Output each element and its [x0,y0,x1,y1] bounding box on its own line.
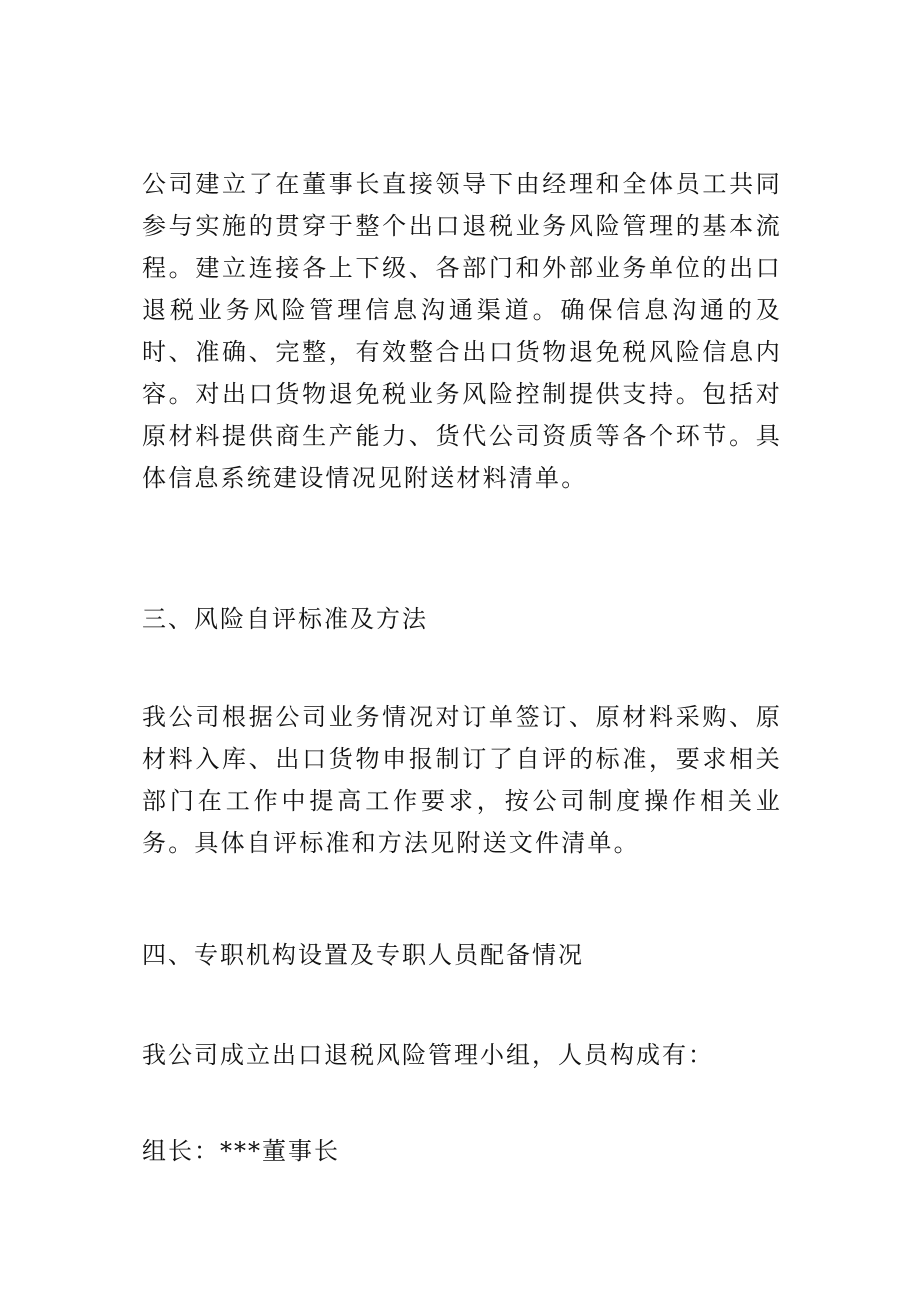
section-heading-risk-self-assessment: 三、风险自评标准及方法 [142,605,428,633]
paragraph-self-assessment: 我公司根据公司业务情况对订单签订、原材料采购、原材料入库、出口货物申报制订了自评的标准，要求相关部门在工作中提高工作要求，按公司制度操作相关业务。具体自评标准和方法见附送文件清单。 [142,703,782,857]
group-leader-line: 组长：***董事长 [142,1137,340,1165]
section-heading-dedicated-staff: 四、专职机构设置及专职人员配备情况 [142,941,584,969]
paragraph-info-system: 公司建立了在董事长直接领导下由经理和全体员工共同参与实施的贯穿于整个出口退税业务风险管理的基本流程。建立连接各上下级、各部门和外部业务单位的出口退税业务风险管理信息沟通渠道。确保信息沟通的及时、准确、完整，有效整合出口货物退免税风险信息内容。对出口货物退免税业务风险控制提供支持。包括对原材料提供商生产能力、货代公司资质等各个环节。具体信息系统建设情况见附送材料清单。 [142,170,782,492]
paragraph-risk-group: 我公司成立出口退税风险管理小组，人员构成有： [142,1041,714,1069]
